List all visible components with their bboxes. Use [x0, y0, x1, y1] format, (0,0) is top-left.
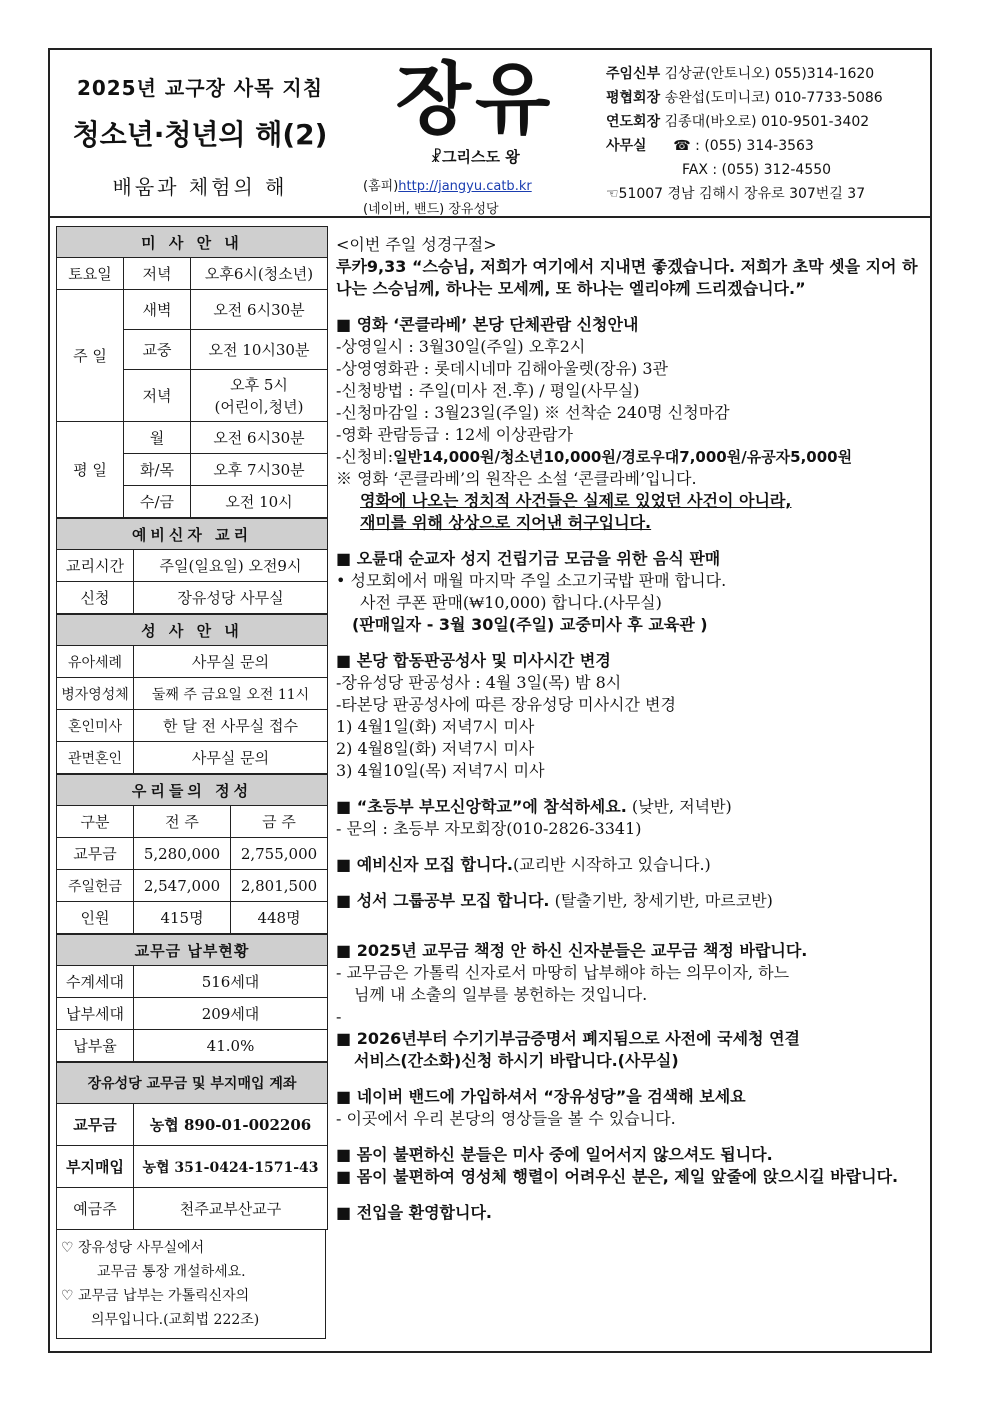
contact-row: 주임신부 김상균(안토니오) 055)314-1620	[606, 66, 875, 82]
homepage-label: (홈피)	[363, 179, 399, 194]
guideline-theme: 청소년·청년의 해(2)	[72, 118, 328, 151]
contact-row: 연도회장 김종대(바오로) 010-9501-3402	[606, 114, 870, 130]
mass-title: 미 사 안 내	[57, 227, 328, 258]
movie-title: ■ 영화 ‘콘클라베’ 본당 단체관람 신청안내	[336, 315, 639, 334]
parish-title: 장유	[395, 55, 555, 145]
movie-fee: -신청비:일반14,000원/청소년10,000원/경로우대7,000원/유공자5,000원	[336, 447, 853, 466]
contact-row: ☜51007 경남 김해시 장유로 307번길 37	[606, 186, 866, 202]
bible-title: ■ 성서 그룹공부 모집 합니다. (탈출기반, 창세기반, 마르코반)	[336, 891, 773, 910]
welcome-notice: ■ 전입을 환영합니다.	[336, 1203, 492, 1222]
catechumen-table: 예비신자 교리 교리시간 주일(일요일) 오전9시 신청 장유성당 사무실	[56, 518, 328, 614]
ill-notice-1: ■ 몸이 불편하신 분들은 미사 중에 일어서지 않으셔도 됩니다.	[336, 1145, 773, 1164]
dues-table: 교무금 납부현황 수계세대 516세대 납부세대 209세대 납부율 41.0%	[56, 934, 328, 1062]
ill-notice-2: ■ 몸이 불편하여 영성체 행렬이 어려우신 분은, 제일 앞줄에 앉으시길 바랍니다.	[336, 1167, 899, 1186]
contact-list	[606, 62, 930, 206]
offering-table: 우리들의 정성 구분 전 주 금 주 교무금 5,280,000 2,755,000 주일헌금 2,547,000 2,801,500 인원 415명 448명	[56, 774, 328, 934]
notice-column: <이번 주일 성경구절> 루카9,33 “스승님, 저희가 여기에서 지내면 좋겠습니다. 저희가 초막 셋을 지어 하나는 스승님께, 하나는 모세께, 또 하나는 엘리야께 드리겠습니다.” ■ 영화 ‘콘클라베’ 본당 단체관람 신청안내 -상영일시 : 3월30일(주일) 오후2시 -상영영화관 : 롯데시네마 김해아울렛(장유) 3관 -신청방법 : 주일(미사 전.후) / 평일(사무실) -신청마감일 : 3월23일(주일) ※ 선착순 240명 신청마감 -영화 관람등급 : 12세 이상관람가 -신청비:일반14,000원/청소년10,000원/경로우대7,000원/유공자5,000원 ※ 영화 ‘콘클라베’의 원작은 소설 ‘콘클라베’입니다. 영화에 나오는 정치적 사건들은 실제로 있었던 사건이 아니라, 재미를 위해 상상으로 지어낸 허구입니다. ■ 오륜대 순교자 성지 건립기금 모금을 위한 음식 판매 • 성모회에서 매월 마지막 주일 소고기국밥 판매 합니다. 사전 쿠폰 판매(₩10,000) 합니다.(사무실) (판매일자 - 3월 30일(주일) 교중미사 후 교육관 ) ■ 본당 합동판공성사 및 미사시간 변경 -장유성당 판공성사 : 4월 3일(목) 밤 8시 -타본당 판공성사에 따른 장유성당 미사시간 변경 1) 4월1일(화) 저녁7시 미사 2) 4월8일(화) 저녁7시 미사 3) 4월10일(목) 저녁7시 미사 ■ “초등부 부모신앙학교”에 참석하세요. (낮반, 저녁반) - 문의 : 초등부 자모회장(010-2826-3341) ■ 예비신자 모집 합니다.(교리반 시작하고 있습니다.) ■ 성서 그룹공부 모집 합니다. (탈출기반, 창세기반, 마르코반) ■ 2025년 교무금 책정 안 하신 신자분들은 교무금 책정 바랍니다. - 교무금은 가톨릭 신자로서 마땅히 납부해야 하는 의무이자, 하느 님께 내 소출의 일부를 봉헌하는 것입니다. - ■ 2026년부터 수기기부금증명서 폐지됨으로 사전에 국세청 연결 서비스(간소화)신청 하시기 바랍니다.(사무실) ■ 네이버 밴드에 가입하셔서 “장유성당”을 검색해 보세요 - 이곳에서 우리 본당의 영상들을 볼 수 있습니다. ■ 몸이 불편하신 분들은 미사 중에 일어서지 않으셔도 됩니다. ■ 몸이 불편하여 영성체 행렬이 어려우신 분은, 제일 앞줄에 앉으시길 바랍니다. ■ 전입을 환영합니다.	[336, 234, 930, 1224]
account-notes: ♡ 장유성당 사무실에서 교무금 통장 개설하세요. ♡ 교무금 납부는 가톨릭신자의 의무입니다.(교회법 222조)	[56, 1230, 326, 1339]
header-guideline	[50, 50, 350, 216]
account-title: 장유성당 교무금 및 부지매입 계좌	[57, 1063, 328, 1104]
homepage-link[interactable]: http://jangyu.catb.kr	[398, 179, 532, 194]
sat-label: 토요일	[57, 258, 124, 290]
sacrament-table: 성 사 안 내 유아세례 사무실 문의 병자영성체 둘째 주 금요일 오전 11시 혼인미사 한 달 전 사무실 접수 관면혼인 사무실 문의	[56, 614, 328, 774]
dues-notice-title: ■ 2025년 교무금 책정 안 하신 신자분들은 교무금 책정 바랍니다.	[336, 941, 808, 960]
bulletin-page	[48, 48, 932, 1353]
contact-row: 평협회장 송완섭(도미니코) 010-7733-5086	[606, 90, 883, 106]
parent-title: ■ “초등부 부모신앙학교”에 참석하세요. (낮반, 저녁반)	[336, 797, 732, 816]
naver-title: ■ 네이버 밴드에 가입하셔서 “장유성당”을 검색해 보세요	[336, 1087, 746, 1106]
homepage-line	[355, 175, 595, 194]
gospel-title: <이번 주일 성경구절>	[336, 235, 497, 254]
guideline-subtheme: 배움과 체험의 해	[112, 175, 288, 199]
tax-title: ■ 2026년부터 수기기부금증명서 폐지됨으로 사전에 국세청 연결	[336, 1029, 801, 1048]
info-column	[56, 226, 328, 1339]
band-line: (네이버, 밴드) 장유성당	[363, 202, 499, 217]
contact-row: FAX : (055) 312-4550	[682, 162, 832, 178]
account-table: 장유성당 교무금 및 부지매입 계좌 교무금 농협 890-01-002206 부지매입 농협 351-0424-1571-43 예금주 천주교부산교구	[56, 1062, 328, 1230]
offering-title: 우리들의 정성	[57, 775, 328, 806]
guideline-year: 2025년 교구장 사목 지침	[76, 76, 324, 100]
mass-table: 미 사 안 내 토요일 저녁 오후6시(청소년) 주 일 새벽 오전 6시30분 교중 오전 10시30분 저녁 오후 5시 (어린이,청년) 평 일 월 오전 6시30분 화/목 오후 7시30분 수/금 오전 10시	[56, 226, 328, 518]
contact-row: 사무실 ☎ : (055) 314-3563	[606, 138, 814, 154]
week-label: 평 일	[57, 422, 124, 518]
header	[50, 50, 930, 218]
food-title: ■ 오륜대 순교자 성지 건립기금 모금을 위한 음식 판매	[336, 549, 721, 568]
gospel-text: 루카9,33 “스승님, 저희가 여기에서 지내면 좋겠습니다. 저희가 초막 셋을 지어 하나는 스승님께, 하나는 모세께, 또 하나는 엘리야께 드리겠습니다.”	[336, 257, 918, 298]
joint-title: ■ 본당 합동판공성사 및 미사시간 변경	[336, 651, 611, 670]
header-title-block	[355, 50, 595, 216]
catechumen-title: 예비신자 교리	[57, 519, 328, 550]
dues-title: 교무금 납부현황	[57, 935, 328, 966]
recruit-title: ■ 예비신자 모집 합니다.(교리반 시작하고 있습니다.)	[336, 855, 711, 874]
sun-label: 주 일	[57, 290, 124, 422]
sacrament-title: 성 사 안 내	[57, 615, 328, 646]
parish-subtitle: ☧그리스도 왕	[430, 148, 520, 166]
